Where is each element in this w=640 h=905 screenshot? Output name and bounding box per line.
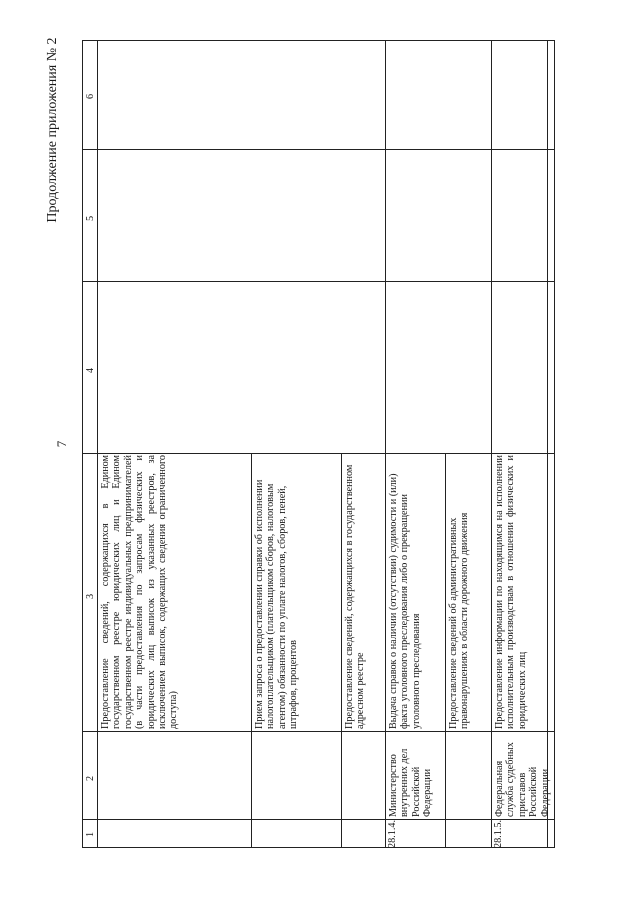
org-cell-mvd: Министерство внутренних дел Российской Федерации [388,748,434,817]
row-divider-end [547,41,548,847]
org-cell-fssp: Федеральная служба судебных приставов Российской Федерации [494,742,551,817]
col-header-3: 3 [85,593,96,599]
col-header-2: 2 [85,775,96,781]
col-header-6: 6 [85,93,96,99]
col-header-1: 1 [85,831,96,837]
row-number-28-1-5: 28.1.5. [493,819,504,848]
col-header-4: 4 [85,367,96,373]
col-divider-5-6 [83,149,554,150]
services-table [82,40,555,848]
service-cell-traffic-violations: Предоставление сведений об административных правонарушениях в области дорожного движения [448,512,471,729]
service-cell-criminal-record: Выдача справок о наличии (отсутствии) судимости и (или) факта уголовного преследования либо о прекращении уголовного преследования [388,473,422,729]
col-header-5: 5 [85,215,96,221]
page-number: 7 [54,440,69,448]
service-cell-egrul: Предоставление сведений, содержащихся в Едином государственном реестре юридических лиц и Едином государственном реестре индивидуальных предпринимателей (в части предоставления по запросам физических и юридических лиц выписок из указанных реестров, за исключением выписок, содержащих сведения ограниченного доступа) [100,455,180,729]
service-cell-address-registry: Предоставление сведений, содержащихся в государственном адресном реестре [344,464,367,729]
continuation-header: Продолжение приложения № 2 [45,37,60,223]
col-divider-4-5 [83,281,554,282]
service-cell-tax-certificate: Прием запроса о предоставлении справки об исполнении налогоплательщиком (плательщиком сборов, налоговым агентом) обязанности по уплате налогов, сборов, пеней, штрафов, процентов [254,479,300,729]
service-cell-enforcement: Предоставление информации по находящимся на исполнении исполнительным производствам в отношении физических и юридических лиц [494,455,528,729]
row-number-28-1-4: 28.1.4. [387,819,398,848]
